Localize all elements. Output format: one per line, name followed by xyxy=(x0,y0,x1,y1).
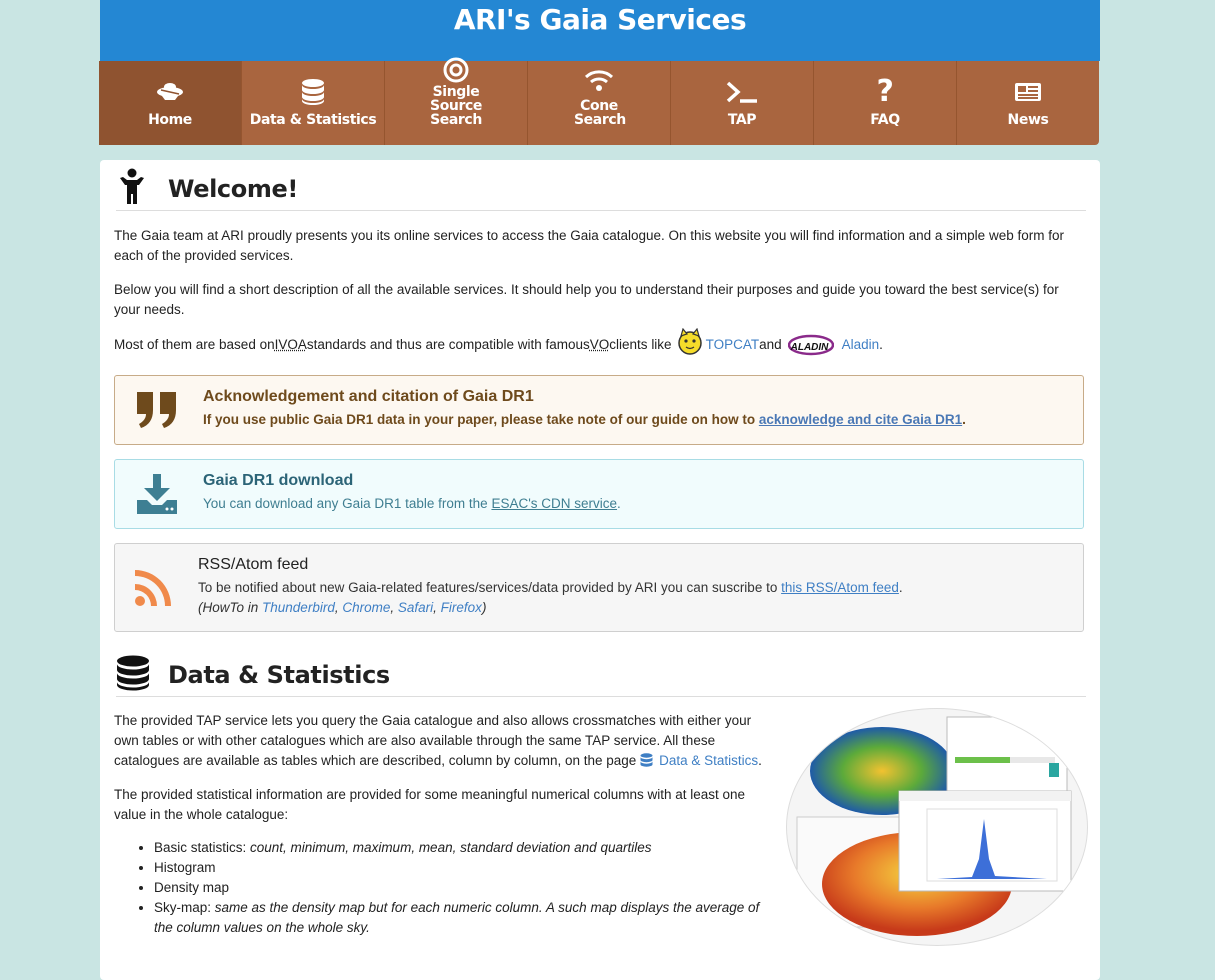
terminal-icon xyxy=(726,75,758,109)
vo-text-1: Most of them are based on xyxy=(114,337,275,352)
statistics-screenshot-image xyxy=(787,709,1087,945)
download-icon xyxy=(135,474,179,521)
list-item xyxy=(154,858,774,878)
rss-comma-2: , xyxy=(390,600,398,615)
ack-text-end: . xyxy=(962,412,966,427)
aladin-logo-text: ALADIN xyxy=(790,342,829,353)
rss-icon xyxy=(135,568,173,611)
list-item-detail: same as the density map but for each numeric column. A such map displays the average of the column values on the whole sky. xyxy=(154,900,760,935)
quote-icon xyxy=(135,390,179,435)
rss-text xyxy=(198,580,903,595)
stats-header xyxy=(116,654,1086,697)
ivoa-abbr: IVOA xyxy=(274,337,307,352)
nav-single-source-label: Single Source Search xyxy=(430,84,482,128)
nav-home[interactable] xyxy=(99,61,242,145)
nav-home-label: Home xyxy=(148,112,192,128)
stats-intro-end: . xyxy=(758,753,762,768)
site-title: ARI's Gaia Services xyxy=(453,3,747,36)
list-item xyxy=(154,878,774,898)
stats-description: The provided statistical information are provided for some meaningful numerical columns with at least one value in the whole catalogue: xyxy=(114,787,746,822)
stats-feature-list xyxy=(134,838,774,938)
esac-cdn-link[interactable]: ESAC's CDN service xyxy=(491,496,618,511)
nav-cone-search-label: Cone Search xyxy=(574,98,626,128)
stats-intro-text: The provided TAP service lets you query the Gaia catalogue and also allows crossmatches with either your own tables or with other catalogues which are also available through the same TAP service. All these catalogues are available as tables which are described, column by column, on the page xyxy=(114,713,752,768)
person-icon xyxy=(116,168,168,211)
ack-text-body: If you use public Gaia DR1 data in your paper, please take note of our guide on how to xyxy=(203,412,759,427)
ack-text xyxy=(203,412,966,427)
download-text-end: . xyxy=(617,496,621,511)
rss-title: RSS/Atom feed xyxy=(198,556,309,573)
thunderbird-link[interactable]: Thunderbird xyxy=(262,600,335,615)
rss-text-body: To be notified about new Gaia-related features/services/data provided by ARI you can suscribe to xyxy=(198,580,782,595)
main-nav xyxy=(99,61,1099,145)
aladin-logo-icon xyxy=(788,334,834,356)
ack-link[interactable]: acknowledge and cite Gaia DR1 xyxy=(758,412,963,427)
welcome-title: Welcome! xyxy=(168,175,298,203)
statistics-screenshot xyxy=(786,708,1088,946)
data-statistics-link[interactable]: Data & Statistics xyxy=(659,753,759,768)
download-text xyxy=(203,496,621,511)
ack-box xyxy=(114,375,1084,445)
target-icon xyxy=(443,57,469,83)
download-box xyxy=(114,459,1084,529)
welcome-vo xyxy=(114,334,1076,356)
ack-title: Acknowledgement and citation of Gaia DR1 xyxy=(203,388,534,405)
vo-abbr: VO xyxy=(589,337,610,352)
nav-tap-label: TAP xyxy=(727,112,757,128)
nav-tap[interactable] xyxy=(671,61,814,145)
rss-howto-text: (HowTo in xyxy=(198,600,263,615)
vo-text-and: and xyxy=(759,337,782,352)
nav-data-statistics[interactable] xyxy=(242,61,385,145)
stats-title: Data & Statistics xyxy=(168,661,390,689)
nav-faq-label: FAQ xyxy=(870,112,900,128)
list-item-label: Basic statistics: xyxy=(154,840,251,855)
download-title: Gaia DR1 download xyxy=(203,472,354,489)
nav-news-label: News xyxy=(1007,112,1049,128)
vo-text-end: . xyxy=(879,337,883,352)
rss-box xyxy=(114,543,1084,632)
database-icon xyxy=(116,655,168,696)
aladin-link[interactable]: Aladin xyxy=(841,337,880,352)
list-item xyxy=(154,838,774,858)
list-item-label: Histogram xyxy=(154,860,216,875)
rss-comma-3: , xyxy=(433,600,441,615)
database-small-icon xyxy=(640,753,653,773)
topcat-logo-icon xyxy=(676,328,704,356)
list-item xyxy=(154,898,774,938)
welcome-intro: The Gaia team at ARI proudly presents you its online services to access the Gaia catalogue. On this website you will find information and a simple web form for each of the provided services. xyxy=(114,228,1064,263)
welcome-header xyxy=(116,168,1086,211)
rss-feed-link[interactable]: this RSS/Atom feed xyxy=(781,580,899,595)
site-banner xyxy=(100,0,1100,61)
vo-text-2: standards and thus are compatible with famous xyxy=(306,337,590,352)
nav-cone-search[interactable] xyxy=(528,61,671,145)
database-icon xyxy=(301,75,325,109)
vo-text-3: clients like xyxy=(609,337,672,352)
chrome-link[interactable]: Chrome xyxy=(342,600,391,615)
telescope-icon xyxy=(155,75,185,109)
wifi-icon xyxy=(584,63,614,97)
firefox-link[interactable]: Firefox xyxy=(440,600,482,615)
topcat-link[interactable]: TOPCAT xyxy=(705,337,760,352)
list-item-label: Density map xyxy=(154,880,230,895)
rss-howto xyxy=(198,600,486,615)
list-item-detail: count, minimum, maximum, mean, standard deviation and quartiles xyxy=(250,840,652,855)
stats-intro xyxy=(114,711,764,773)
rss-comma-1: , xyxy=(334,600,343,615)
welcome-guide: Below you will find a short description of all the available services. It should help you to understand their purposes and guide you toward the best service(s) for your needs. xyxy=(114,282,1059,317)
safari-link[interactable]: Safari xyxy=(397,600,434,615)
nav-data-statistics-label: Data & Statistics xyxy=(249,112,377,128)
question-icon: ? xyxy=(876,74,894,109)
nav-faq[interactable] xyxy=(814,61,957,145)
list-item-label: Sky-map: xyxy=(154,900,215,915)
nav-single-source-search[interactable] xyxy=(385,61,528,145)
nav-news[interactable] xyxy=(957,61,1099,145)
rss-howto-close: ) xyxy=(481,600,487,615)
newspaper-icon xyxy=(1013,75,1043,109)
main-content xyxy=(100,160,1100,980)
rss-text-end: . xyxy=(898,580,903,595)
download-text-body: You can download any Gaia DR1 table from the xyxy=(203,496,492,511)
